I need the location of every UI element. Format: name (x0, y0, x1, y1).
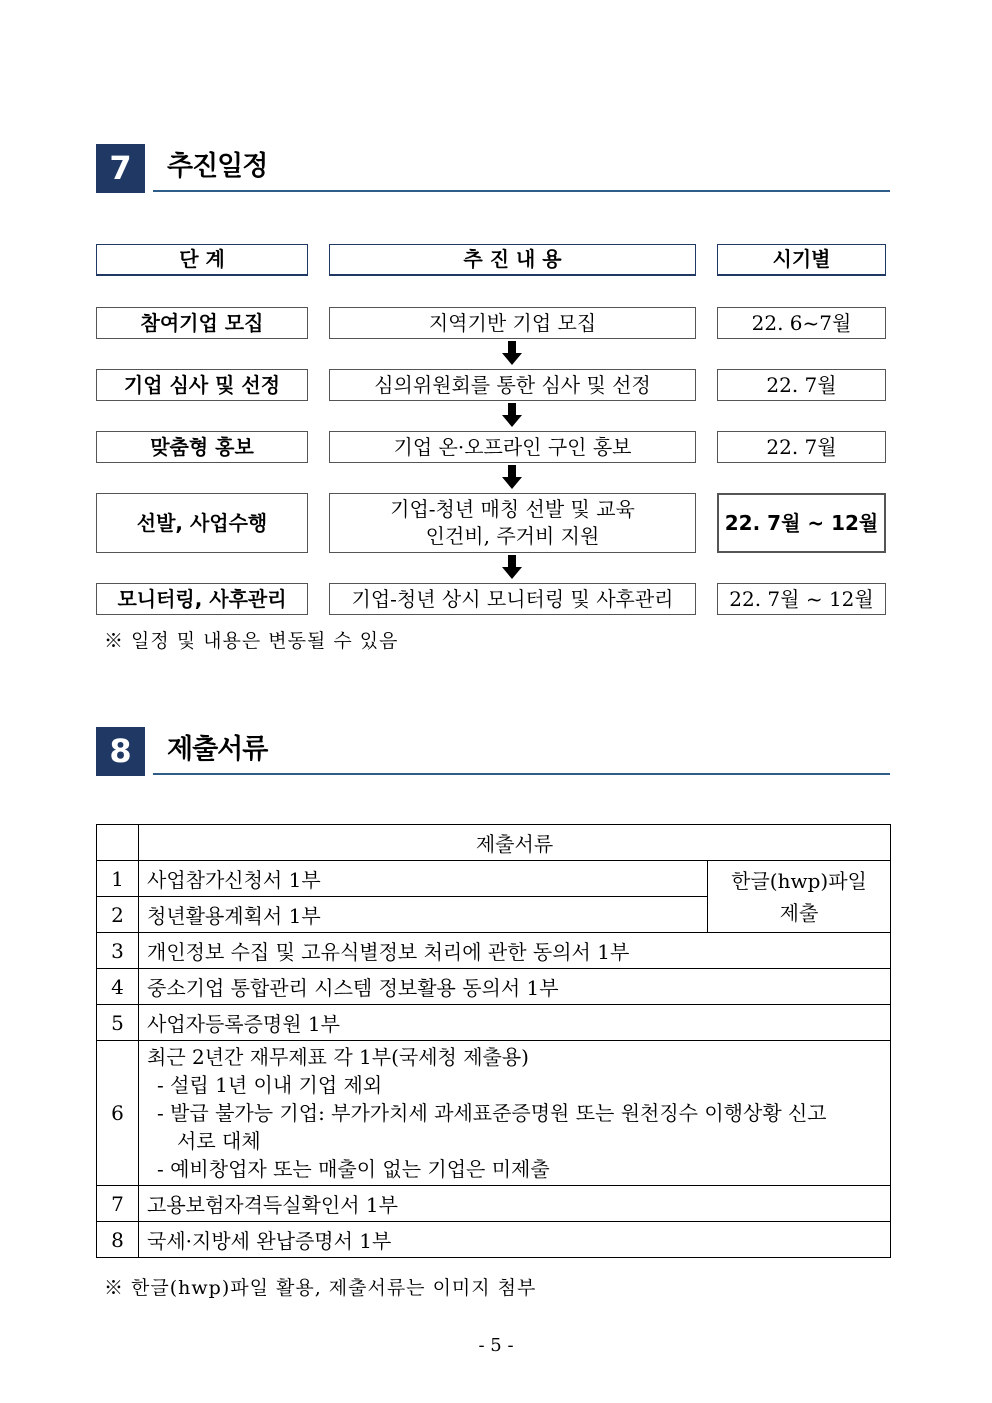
stage-header: 단 계 (96, 244, 308, 276)
row-line: - 발급 불가능 기업: 부가가치세 과세표준증명원 또는 원천징수 이행상황 신고 (157, 1101, 827, 1125)
section-title: 제출서류 (167, 734, 268, 765)
row-text: 개인정보 수집 및 고유식별정보 처리에 관한 동의서 1부 (139, 933, 891, 969)
content-cell (329, 493, 696, 553)
section-number: 7 (96, 144, 145, 193)
section-8-header (96, 727, 890, 777)
table-row (97, 1005, 891, 1041)
side-note-line: 한글(hwp)파일 (731, 868, 867, 893)
row-number: 7 (97, 1186, 139, 1222)
stage-cell: 선발, 사업수행 (96, 493, 308, 553)
row-line: 최근 2년간 재무제표 각 1부(국세청 제출용) (147, 1045, 529, 1069)
period-cell: 22. 7월 (717, 369, 886, 401)
section-underline (153, 773, 890, 775)
row-number: 6 (97, 1041, 139, 1186)
row-number: 1 (97, 861, 139, 897)
row-number: 8 (97, 1222, 139, 1258)
section-underline (153, 190, 890, 192)
period-cell: 22. 7월 (717, 431, 886, 463)
table-row (97, 933, 891, 969)
period-cell: 22. 7월 ~ 12월 (717, 583, 886, 615)
stage-cell: 맞춤형 홍보 (96, 431, 308, 463)
table-row (97, 1041, 891, 1186)
documents-note: ※ 한글(hwp)파일 활용, 제출서류는 이미지 첨부 (104, 1277, 537, 1299)
content-header: 추 진 내 용 (329, 244, 696, 276)
table-row (97, 861, 891, 897)
row-line: - 예비창업자 또는 매출이 없는 기업은 미제출 (157, 1157, 550, 1181)
content-cell: 심의위원회를 통한 심사 및 선정 (329, 369, 696, 401)
side-note-line: 제출 (779, 900, 819, 925)
section-title: 추진일정 (167, 151, 268, 182)
row-number: 5 (97, 1005, 139, 1041)
row-line: - 설립 1년 이내 기업 제외 (157, 1073, 383, 1097)
schedule-note: ※ 일정 및 내용은 변동될 수 있음 (104, 630, 399, 652)
table-header: 제출서류 (139, 825, 891, 861)
row-line: 서로 대체 (177, 1129, 261, 1153)
content-cell: 기업 온·오프라인 구인 홍보 (329, 431, 696, 463)
section-number: 8 (96, 727, 145, 776)
period-cell: 22. 6~7월 (717, 307, 886, 339)
down-arrow-icon (501, 555, 523, 579)
period-header: 시기별 (717, 244, 886, 276)
stage-cell: 기업 심사 및 선정 (96, 369, 308, 401)
side-note (708, 861, 891, 933)
table-row (97, 969, 891, 1005)
stage-cell: 모니터링, 사후관리 (96, 583, 308, 615)
table-header-row (97, 825, 891, 861)
period-cell: 22. 7월 ~ 12월 (717, 493, 886, 553)
page-number: - 5 - (478, 1335, 514, 1356)
content-cell: 지역기반 기업 모집 (329, 307, 696, 339)
row-text (139, 1041, 891, 1186)
row-text: 중소기업 통합관리 시스템 정보활용 동의서 1부 (139, 969, 891, 1005)
content-line: 기업-청년 매칭 선발 및 교육 (390, 497, 635, 521)
row-number: 4 (97, 969, 139, 1005)
row-text: 고용보험자격득실확인서 1부 (139, 1186, 891, 1222)
down-arrow-icon (501, 341, 523, 365)
table-row (97, 1222, 891, 1258)
down-arrow-icon (501, 403, 523, 427)
section-7-header (96, 144, 890, 194)
row-number: 3 (97, 933, 139, 969)
documents-table (96, 824, 891, 1258)
content-cell: 기업-청년 상시 모니터링 및 사후관리 (329, 583, 696, 615)
down-arrow-icon (501, 465, 523, 489)
row-text: 국세·지방세 완납증명서 1부 (139, 1222, 891, 1258)
row-text: 사업참가신청서 1부 (139, 861, 708, 897)
row-number: 2 (97, 897, 139, 933)
table-cell (97, 825, 139, 861)
content-line: 인건비, 주거비 지원 (425, 524, 600, 548)
table-row (97, 1186, 891, 1222)
stage-cell: 참여기업 모집 (96, 307, 308, 339)
row-text: 사업자등록증명원 1부 (139, 1005, 891, 1041)
row-text: 청년활용계획서 1부 (139, 897, 708, 933)
